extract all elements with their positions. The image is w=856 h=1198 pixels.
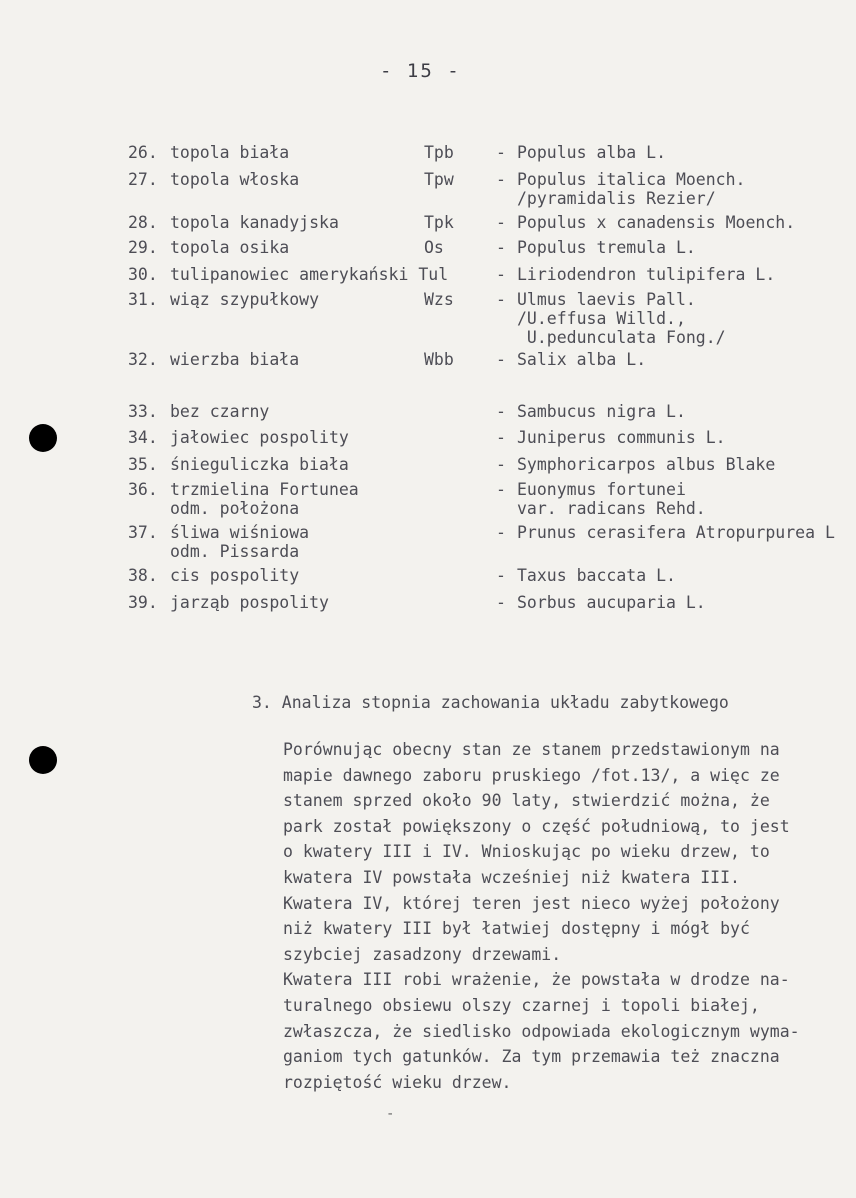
separator-dash: - <box>496 265 506 284</box>
latin-name: Taxus baccata L. <box>517 566 676 585</box>
latin-name: Populus x canadensis Moench. <box>517 213 796 232</box>
species-number: 37. <box>128 523 158 542</box>
species-abbreviation: Tpw <box>424 170 454 189</box>
polish-name: jarząb pospolity <box>170 593 329 612</box>
polish-name: wierzba biała <box>170 350 300 369</box>
latin-name: var. radicans Rehd. <box>517 499 706 518</box>
latin-name: /U.effusa Willd., <box>517 309 686 328</box>
analysis-paragraph <box>283 737 843 1095</box>
paragraph-line: kwatera IV powstała wcześniej niż kwatera III. <box>283 867 740 887</box>
species-number: 28. <box>128 213 158 232</box>
separator-dash: - <box>496 566 506 585</box>
species-abbreviation: Wbb <box>424 350 454 369</box>
separator-dash: - <box>496 143 506 162</box>
latin-name: Populus tremula L. <box>517 238 696 257</box>
species-number: 39. <box>128 593 158 612</box>
species-number: 38. <box>128 566 158 585</box>
latin-name: Euonymus fortunei <box>517 480 686 499</box>
separator-dash: - <box>496 428 506 447</box>
latin-name: Symphoricarpos albus Blake <box>517 455 776 474</box>
polish-name: tulipanowiec amerykański Tul <box>170 265 449 284</box>
separator-dash: - <box>496 350 506 369</box>
separator-dash: - <box>496 593 506 612</box>
paragraph-line: Kwatera III robi wrażenie, że powstała w drodze na- <box>283 970 790 990</box>
paragraph-line: Porównując obecny stan ze stanem przedstawionym na <box>283 740 780 759</box>
polish-name: bez czarny <box>170 402 270 421</box>
polish-name: śnieguliczka biała <box>170 455 349 474</box>
polish-name: odm. Pissarda <box>170 542 300 561</box>
latin-name: U.pedunculata Fong./ <box>517 328 726 347</box>
paragraph-line: turalnego obsiewu olszy czarnej i topoli białej, <box>283 995 760 1015</box>
latin-name: Prunus cerasifera Atropurpurea L <box>517 523 835 542</box>
latin-name: /pyramidalis Rezier/ <box>517 189 716 208</box>
polish-name: jałowiec pospolity <box>170 428 349 447</box>
species-number: 27. <box>128 170 158 189</box>
species-abbreviation: Tpb <box>424 143 454 162</box>
species-number: 29. <box>128 238 158 257</box>
latin-name: Populus alba L. <box>517 143 667 162</box>
page-number: - 15 - <box>380 60 461 82</box>
paragraph-line: park został powiększony o część południową, to jest <box>283 816 790 836</box>
species-number: 26. <box>128 143 158 162</box>
separator-dash: - <box>496 238 506 257</box>
separator-dash: - <box>496 290 506 309</box>
separator-dash: - <box>496 402 506 421</box>
section-heading: 3. Analiza stopnia zachowania układu zabytkowego <box>252 693 729 712</box>
polish-name: topola biała <box>170 143 290 162</box>
bottom-mark: - <box>386 1106 395 1122</box>
polish-name: cis pospolity <box>170 566 300 585</box>
polish-name: topola osika <box>170 238 290 257</box>
species-number: 30. <box>128 265 158 284</box>
polish-name: trzmielina Fortunea <box>170 480 359 499</box>
species-number: 34. <box>128 428 158 447</box>
paragraph-line: stanem sprzed około 90 laty, stwierdzić można, że <box>283 791 770 811</box>
separator-dash: - <box>496 480 506 499</box>
paragraph-line: szybciej zasadzony drzewami. <box>283 944 562 964</box>
species-number: 32. <box>128 350 158 369</box>
punch-hole-lower <box>29 746 57 774</box>
species-number: 33. <box>128 402 158 421</box>
species-abbreviation: Os <box>424 238 444 257</box>
paragraph-line: mapie dawnego zaboru pruskiego /fot.13/, a więc ze <box>283 765 780 785</box>
paragraph-line: ganiom tych gatunków. Za tym przemawia też znaczna <box>283 1047 780 1067</box>
latin-name: Salix alba L. <box>517 350 647 369</box>
paragraph-line: o kwatery III i IV. Wnioskując po wieku drzew, to <box>283 842 770 862</box>
latin-name: Sambucus nigra L. <box>517 402 686 421</box>
species-abbreviation: Tpk <box>424 213 454 232</box>
paragraph-line: Kwatera IV, której teren jest nieco wyżej położony <box>283 893 780 913</box>
separator-dash: - <box>496 170 506 189</box>
paragraph-line: zwłaszcza, że siedlisko odpowiada ekologicznym wyma- <box>283 1021 800 1041</box>
polish-name: wiąz szypułkowy <box>170 290 320 309</box>
latin-name: Sorbus aucuparia L. <box>517 593 706 612</box>
species-number: 35. <box>128 455 158 474</box>
latin-name: Populus italica Moench. <box>517 170 746 189</box>
polish-name: odm. położona <box>170 499 300 518</box>
species-abbreviation: Wzs <box>424 290 454 309</box>
paragraph-line: niż kwatery III był łatwiej dostępny i mógł być <box>283 919 750 939</box>
separator-dash: - <box>496 213 506 232</box>
polish-name: topola włoska <box>170 170 300 189</box>
separator-dash: - <box>496 455 506 474</box>
latin-name: Ulmus laevis Pall. <box>517 290 696 309</box>
polish-name: topola kanadyjska <box>170 213 339 232</box>
paragraph-line: rozpiętość wieku drzew. <box>283 1072 512 1092</box>
polish-name: śliwa wiśniowa <box>170 523 310 542</box>
species-number: 36. <box>128 480 158 499</box>
separator-dash: - <box>496 523 506 542</box>
species-number: 31. <box>128 290 158 309</box>
latin-name: Liriodendron tulipifera L. <box>517 265 776 284</box>
latin-name: Juniperus communis L. <box>517 428 726 447</box>
